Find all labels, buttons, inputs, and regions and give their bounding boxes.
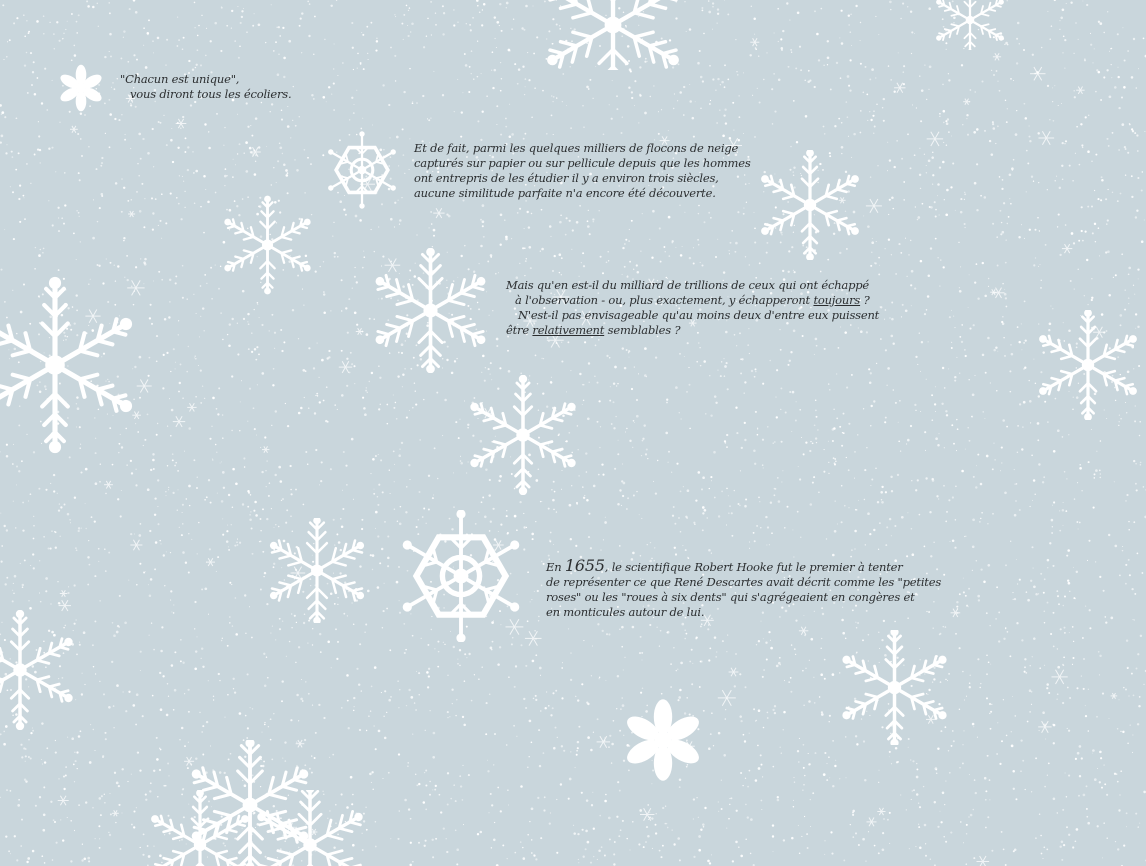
caption-line: vous diront tous les écoliers. (130, 87, 292, 101)
snowflake-icon (50, 60, 112, 116)
caption-line: Et de fait, parmi les quelques milliers de flocons de neige (414, 141, 739, 155)
caption-line (506, 323, 879, 338)
snowflake-icon (395, 510, 527, 642)
caption-text: En (546, 560, 562, 574)
snowflake-icon (368, 248, 493, 373)
caption-text: ? (863, 293, 870, 307)
snowflake-icon (750, 150, 870, 260)
snowflake-icon (615, 695, 711, 785)
caption-chacun-est-unique (120, 72, 291, 102)
caption-line (546, 558, 941, 575)
caption-text: être (506, 323, 529, 337)
snowflake-icon (1030, 310, 1146, 420)
caption-line: de représenter ce que René Descartes avait décrit comme les "petites (546, 575, 942, 589)
snowflake-icon (322, 130, 402, 210)
caption-line: Mais qu'en est-il du milliard de trillions de ceux qui ont échappé (506, 278, 870, 292)
snowflake-icon (462, 375, 584, 495)
snowflake-icon (262, 518, 372, 623)
caption-line (506, 293, 879, 308)
caption-mais-qu-en-est-il (506, 278, 879, 338)
caption-text: , le scientifique Robert Hooke fut le premier à tenter (604, 560, 903, 574)
caption-line: N'est-il pas envisageable qu'au moins deux d'entre eux puissent (518, 308, 880, 322)
caption-line: ont entrepris de les étudier il y a environ trois siècles, (414, 171, 719, 185)
caption-line: capturés sur papier ou sur pellicule depuis que les hommes (414, 156, 751, 170)
caption-line: "Chacun est unique", (120, 72, 240, 86)
year-1655: 1655 (564, 556, 605, 575)
caption-text: semblables ? (607, 323, 681, 337)
snowflake-icon (538, 0, 688, 70)
caption-et-de-fait (414, 141, 751, 201)
snowflake-icon (832, 630, 957, 745)
snowflake-icon (930, 0, 1010, 50)
snowflake-icon (215, 195, 320, 295)
caption-line: aucune similitude parfaite n'a encore été découverte. (414, 186, 716, 200)
snowflake-icon (0, 270, 140, 460)
snowflake-icon (0, 610, 80, 730)
caption-line: roses" ou les "roues à six dents" qui s'agrégeaient en congères et (546, 590, 915, 604)
emphasis-toujours: toujours (813, 293, 861, 307)
caption-text: à l'observation - ou, plus exactement, y échapperont (515, 293, 810, 307)
caption-en-1655 (546, 558, 941, 620)
emphasis-relativement: relativement (532, 323, 605, 337)
snowflake-icon (240, 790, 380, 866)
caption-line: en monticules autour de lui. (546, 605, 705, 619)
